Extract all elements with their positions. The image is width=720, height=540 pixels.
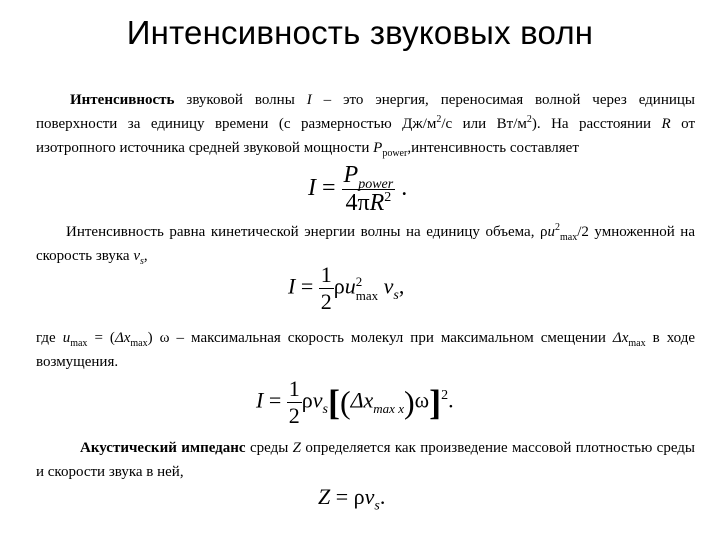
equals-sign: = [268,387,282,413]
fraction [342,162,396,217]
var-P: P [343,162,359,188]
sub: s [322,401,328,417]
var-u: u [547,224,555,240]
sub: max [628,338,646,349]
sup: 2 [526,114,532,125]
sup: 2 [554,222,560,233]
formula-lhs: I [308,175,316,202]
paragraph-acoustic-impedance [36,436,695,484]
equals-sign: = [300,273,314,299]
pi: π [357,190,370,216]
period: . [448,387,454,413]
rho: ρ [301,387,313,413]
text: Интенсивность равна кинетической энергии волны на единицу объема, [66,224,540,240]
text: /2 умноженной на скорость звука [36,224,695,264]
fraction [287,376,302,429]
text: где [36,330,63,346]
var-v: v [133,248,140,264]
fraction [319,262,334,315]
omega: ω [414,387,430,413]
formula-lhs: Z [318,484,331,509]
period: . [401,175,408,202]
var-v: v [312,387,323,413]
rho: ρ [539,224,548,240]
equals-sign: = [335,484,349,509]
sup: 2 [436,114,442,125]
var-P: P [373,140,383,156]
var-u: u [62,330,71,346]
sub: max [70,338,88,349]
text: /с или Вт/м [441,116,527,132]
formula-intensity-displacement [256,376,454,429]
term-intensity: Интенсивность [70,92,175,108]
var-u: u [344,273,356,299]
var-v: v [364,484,375,509]
numerator: 1 [320,262,332,287]
right-bracket: ] [429,382,442,423]
var-R: R [369,190,385,216]
text: – это энергия, переносимая волной через единицы поверхности за единицу времени (с размерностью Дж/м [36,92,695,132]
var-dx: Δx [114,330,131,346]
left-bracket: [ [327,382,340,423]
formula-lhs: I [256,387,264,413]
formula-impedance [318,484,386,514]
paragraph-intensity-definition [36,88,695,160]
denominator: 2 [320,289,332,314]
text: ,интенсивность составляет [407,140,579,156]
paragraph-max-velocity [36,326,695,374]
sub: max [355,287,379,303]
text: = ( [87,330,115,346]
left-paren: ( [339,384,351,420]
sub: s [140,256,144,267]
sub: power [382,148,408,159]
comma: , [398,273,405,299]
term-acoustic-impedance: Акустический импеданс [80,440,246,456]
text: звуковой волны [174,92,307,108]
sup: 2 [384,190,392,205]
var-I: I [306,92,312,108]
numerator: 1 [288,376,300,401]
equals-sign: = [322,175,336,202]
var-R: R [661,116,671,132]
sub: max x [373,400,404,416]
text: определяется как произведение массовой плотностью среды и скорости звука в ней, [36,440,695,480]
formula-intensity-kinetic [288,262,404,315]
sub: s [374,498,380,514]
text: ). На расстоянии [531,116,662,132]
period: . [379,484,386,509]
sub: max [130,338,148,349]
paragraph-kinetic-energy [36,220,695,268]
text: от изотропного источника средней звуковой мощности [36,116,696,156]
numerator [342,162,396,192]
denominator: 2 [288,403,300,428]
num-4: 4 [345,190,358,216]
page-title: Интенсивность звуковых волн [126,14,594,51]
right-paren: ) [403,384,415,420]
sub: s [393,287,399,303]
sub: max [559,232,578,243]
text: ) ω – максимальная скорость молекул при максимальном смещении [147,330,613,346]
formula-lhs: I [288,273,296,299]
rho: ρ [333,273,345,299]
text: , [143,248,148,264]
sup: 2 [355,273,363,289]
var-dx: Δx [612,330,629,346]
denominator [342,189,396,217]
sup: 2 [441,388,449,404]
var-dx: Δx [350,387,374,413]
var-v: v [383,273,394,299]
rho: ρ [353,484,365,509]
text: в ходе возмущения. [36,330,695,370]
sub-power: power [358,176,394,192]
var-Z: Z [292,440,301,456]
text: среды [245,440,293,456]
formula-intensity-power [308,162,407,217]
